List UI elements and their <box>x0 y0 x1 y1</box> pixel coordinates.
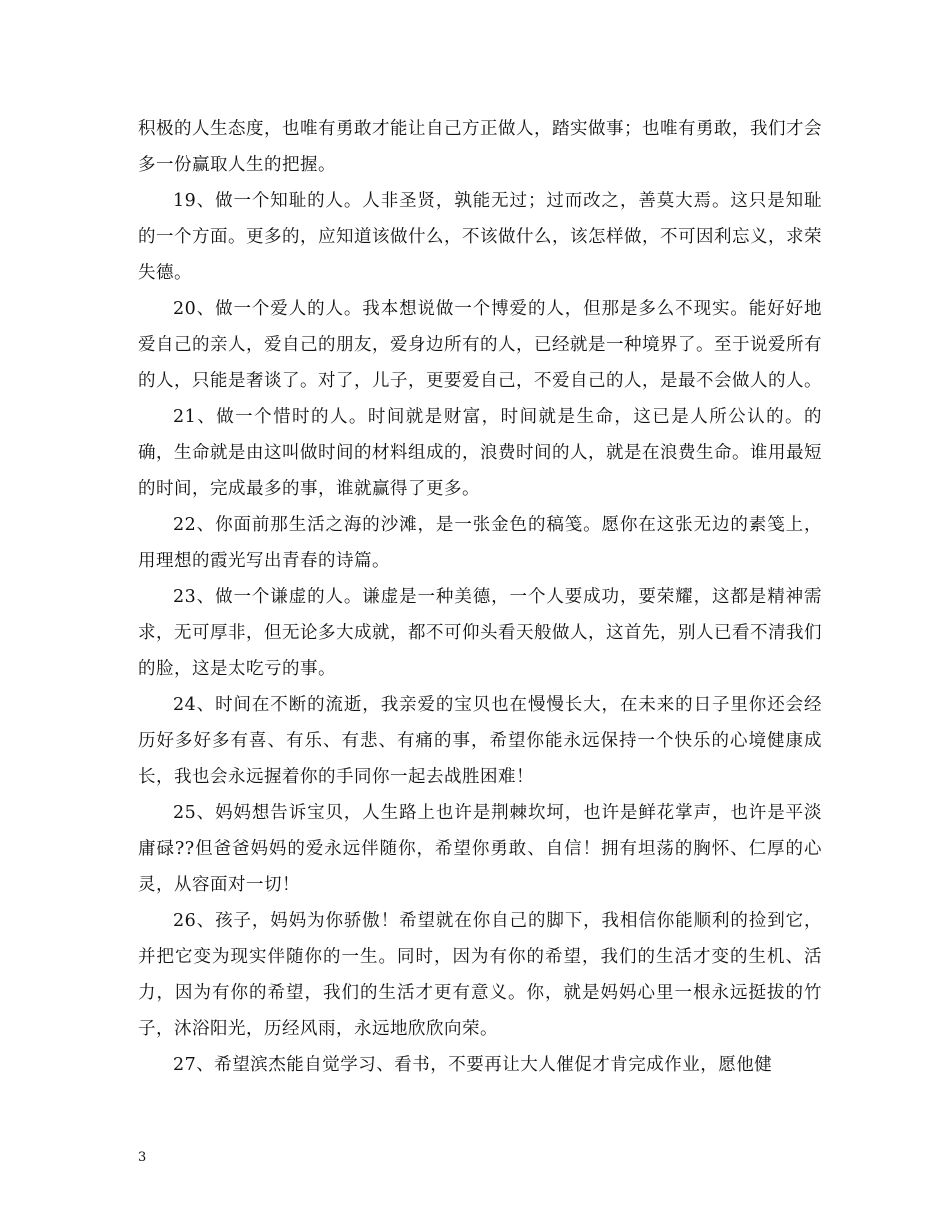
paragraph-20: 20、做一个爱人的人。我本想说做一个博爱的人，但那是多么不现实。能好好地爱自己的亲人，爱自己的朋友，爱身边所有的人，已经就是一种境界了。至于说爱所有的人，只能是奢谈了。对了，儿子，更要爱自己，不爱自己的人，是最不会做人的人。 <box>138 299 822 391</box>
paragraph-24: 24、时间在不断的流逝，我亲爱的宝贝也在慢慢长大，在未来的日子里你还会经历好多好多有喜、有乐、有悲、有痛的事，希望你能永远保持一个快乐的心境健康成长，我也会永远握着你的手同你一起去战胜困难！ <box>138 695 822 787</box>
paragraph-26: 26、孩子，妈妈为你骄傲！希望就在你自己的脚下，我相信你能顺利的捡到它，并把它变为现实伴随你的一生。同时，因为有你的希望，我们的生活才变的生机、活力，因为有你的希望，我们的生活才更有意义。你，就是妈妈心里一根永远挺拔的竹子，沐浴阳光，历经风雨，永远地欣欣向荣。 <box>138 911 822 1039</box>
paragraph-continuation: 积极的人生态度，也唯有勇敢才能让自己方正做人，踏实做事；也唯有勇敢，我们才会多一份赢取人生的把握。 <box>138 119 822 175</box>
page-number: 3 <box>138 1150 147 1165</box>
body-text <box>138 111 822 1083</box>
paragraph-22: 22、你面前那生活之海的沙滩，是一张金色的稿笺。愿你在这张无边的素笺上，用理想的霞光写出青春的诗篇。 <box>138 515 822 571</box>
paragraph-21: 21、做一个惜时的人。时间就是财富，时间就是生命，这已是人所公认的。的确，生命就是由这叫做时间的材料组成的，浪费时间的人，就是在浪费生命。谁用最短的时间，完成最多的事，谁就赢得了更多。 <box>138 407 822 499</box>
paragraph-27: 27、希望滨杰能自觉学习、看书，不要再让大人催促才肯完成作业，愿他健 <box>173 1055 773 1075</box>
paragraph-19: 19、做一个知耻的人。人非圣贤，孰能无过；过而改之，善莫大焉。这只是知耻的一个方面。更多的，应知道该做什么，不该做什么，该怎样做，不可因利忘义，求荣失德。 <box>138 191 822 283</box>
paragraph-25: 25、妈妈想告诉宝贝，人生路上也许是荆棘坎坷，也许是鲜花掌声，也许是平淡庸碌??但爸爸妈妈的爱永远伴随你，希望你勇敢、自信！拥有坦荡的胸怀、仁厚的心灵，从容面对一切！ <box>138 803 822 895</box>
paragraph-23: 23、做一个谦虚的人。谦虚是一种美德，一个人要成功，要荣耀，这都是精神需求，无可厚非，但无论多大成就，都不可仰头看天般做人，这首先，别人已看不清我们的脸，这是太吃亏的事。 <box>138 587 822 679</box>
